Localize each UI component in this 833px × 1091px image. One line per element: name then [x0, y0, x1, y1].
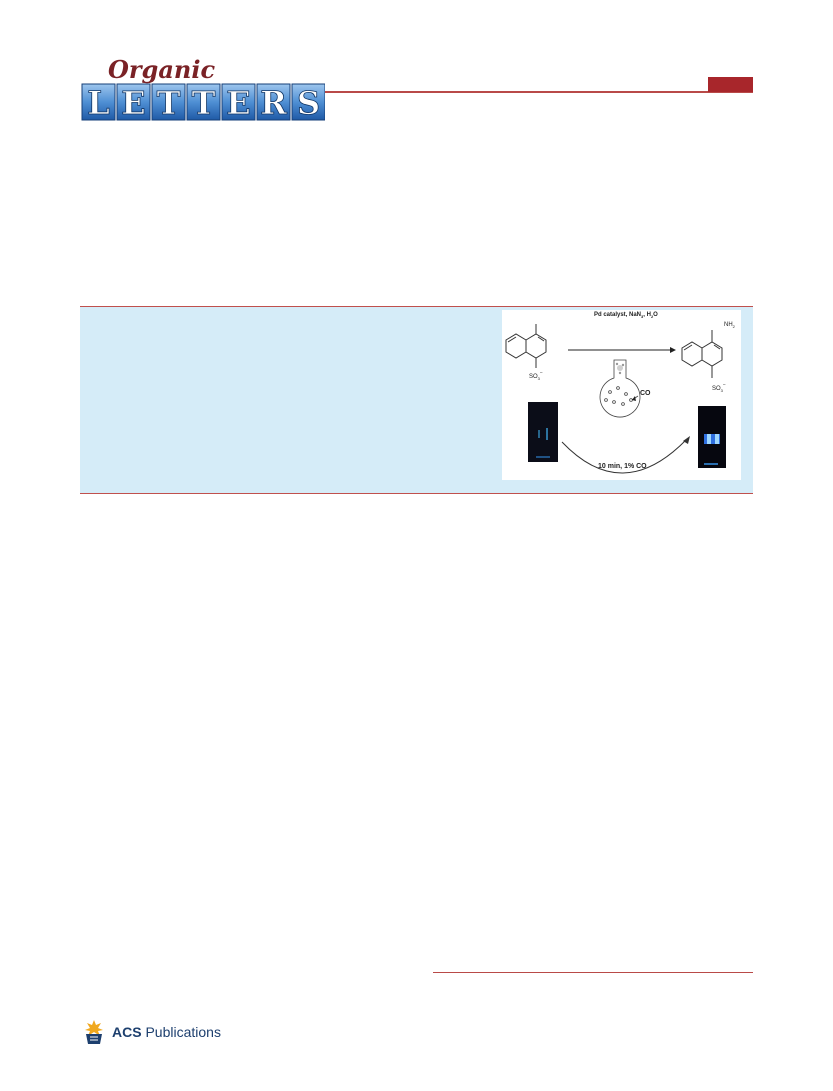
logo-letter: E	[226, 84, 251, 122]
reagents-label: Pd catalyst, NaN$_3$, $H_2O$	[594, 312, 658, 319]
conversion-arrowhead	[683, 436, 690, 444]
vial-before	[528, 402, 558, 462]
footnote-rule	[433, 972, 753, 973]
logo-letter: L	[87, 84, 110, 122]
journal-name-script: Organic	[108, 55, 216, 84]
publisher-name: ACS Publications	[112, 1024, 221, 1040]
logo-letter: E	[121, 84, 146, 122]
logo-letter: T	[156, 84, 181, 122]
logo-letter: T	[191, 84, 216, 122]
condition-label: 10 min, 1% CO	[598, 463, 647, 470]
sulfonate-right: $SO_3^-$	[712, 382, 726, 393]
vial-after	[698, 406, 726, 468]
flask-icon	[600, 360, 640, 417]
reactant-structure	[506, 324, 546, 368]
logo-letter: R	[260, 84, 287, 122]
header-tab	[708, 77, 753, 92]
header-rule	[325, 91, 753, 93]
toc-graphic	[502, 310, 741, 480]
journal-name-tiles	[82, 84, 325, 122]
amine-label: $NH_2$	[724, 322, 735, 329]
publisher-logo	[82, 1017, 221, 1047]
acs-emblem-icon	[82, 1018, 106, 1046]
product-structure	[682, 330, 722, 378]
reaction-arrowhead	[670, 347, 676, 353]
gas-label: CO	[640, 390, 651, 397]
logo-letter: S	[296, 84, 321, 122]
sulfonate-left: $SO_3^-$	[529, 370, 543, 381]
journal-logo	[80, 52, 325, 122]
